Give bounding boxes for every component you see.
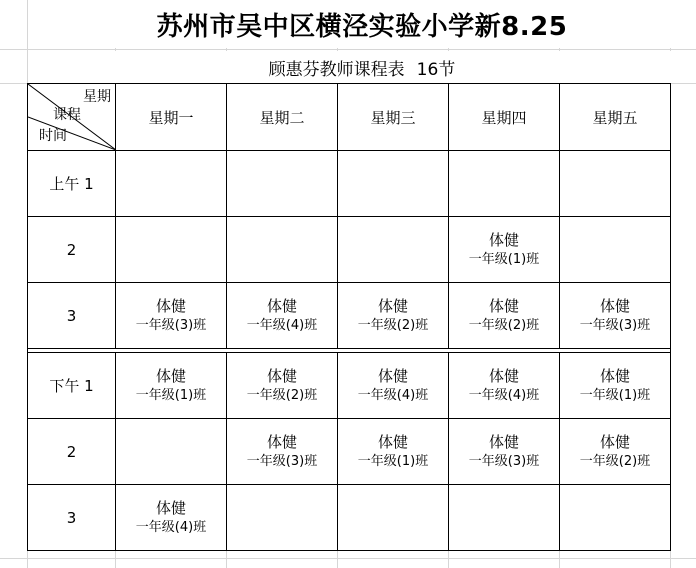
schedule-cell[interactable]: [449, 217, 560, 283]
header-row: [28, 84, 671, 151]
schedule-cell[interactable]: [116, 485, 227, 551]
course-name: 体健: [377, 432, 408, 451]
class-name: 一年级(2)班: [579, 453, 651, 469]
schedule-cell[interactable]: [449, 485, 560, 551]
period-label[interactable]: 2: [28, 419, 116, 485]
corner-weekday-label: 星期: [83, 89, 111, 105]
class-name: 一年级(1)班: [579, 387, 651, 403]
subtitle-row[interactable]: [28, 51, 696, 83]
class-name: 一年级(3)班: [135, 317, 207, 333]
grid-line: [0, 558, 696, 559]
course-name: 体健: [488, 230, 519, 249]
table-row: [28, 353, 671, 419]
period-label[interactable]: 上午 1: [28, 151, 116, 217]
class-name: 一年级(4)班: [135, 519, 207, 535]
class-name: 一年级(2)班: [357, 317, 429, 333]
schedule-cell[interactable]: [227, 485, 338, 551]
period-label[interactable]: 下午 1: [28, 353, 116, 419]
corner-time-label: 时间: [39, 128, 67, 144]
schedule-cell[interactable]: [560, 353, 671, 419]
corner-cell[interactable]: [28, 84, 116, 151]
table-row: [28, 151, 671, 217]
day-header-thu[interactable]: 星期四: [449, 84, 560, 151]
course-name: 体健: [266, 432, 297, 451]
class-name: 一年级(4)班: [357, 387, 429, 403]
day-header-mon[interactable]: 星期一: [116, 84, 227, 151]
schedule-cell[interactable]: [338, 485, 449, 551]
table-row: [28, 485, 671, 551]
class-name: 一年级(4)班: [246, 317, 318, 333]
class-name: 一年级(1)班: [135, 387, 207, 403]
schedule-cell[interactable]: [338, 217, 449, 283]
course-name: 体健: [155, 366, 186, 385]
course-name: 体健: [488, 296, 519, 315]
total-periods: 16节: [416, 59, 456, 80]
table-row: [28, 419, 671, 485]
title-row[interactable]: [28, 0, 696, 48]
schedule-cell[interactable]: [560, 485, 671, 551]
corner-course-label: 课程: [53, 107, 81, 123]
course-name: 体健: [377, 296, 408, 315]
schedule-cell[interactable]: [560, 217, 671, 283]
course-name: 体健: [488, 366, 519, 385]
schedule-cell[interactable]: [338, 151, 449, 217]
period-label[interactable]: 3: [28, 283, 116, 349]
grid-line: [0, 49, 696, 50]
schedule-cell[interactable]: [116, 353, 227, 419]
course-name: 体健: [266, 366, 297, 385]
class-name: 一年级(3)班: [468, 453, 540, 469]
teacher-title-text: 顾惠芬教师课程表: [268, 59, 405, 80]
schedule-cell[interactable]: [116, 419, 227, 485]
course-name: 体健: [377, 366, 408, 385]
schedule-table: [27, 83, 671, 551]
course-name: 体健: [155, 498, 186, 517]
schedule-cell[interactable]: [338, 353, 449, 419]
schedule-cell[interactable]: [116, 283, 227, 349]
schedule-cell[interactable]: [560, 283, 671, 349]
course-name: 体健: [266, 296, 297, 315]
course-name: 体健: [599, 366, 630, 385]
schedule-cell[interactable]: [449, 419, 560, 485]
schedule-cell[interactable]: [227, 283, 338, 349]
schedule-cell[interactable]: [449, 353, 560, 419]
schedule-cell[interactable]: [449, 283, 560, 349]
schedule-cell[interactable]: [116, 217, 227, 283]
schedule-cell[interactable]: [227, 217, 338, 283]
schedule-cell[interactable]: [338, 283, 449, 349]
course-name: 体健: [599, 296, 630, 315]
class-name: 一年级(1)班: [357, 453, 429, 469]
course-name: 体健: [488, 432, 519, 451]
class-name: 一年级(2)班: [468, 317, 540, 333]
teacher-schedule-title: [269, 55, 456, 80]
schedule-cell[interactable]: [338, 419, 449, 485]
table-row: [28, 217, 671, 283]
course-name: 体健: [599, 432, 630, 451]
table-row: [28, 283, 671, 349]
schedule-cell[interactable]: [116, 151, 227, 217]
schedule-cell[interactable]: [449, 151, 560, 217]
class-name: 一年级(1)班: [468, 251, 540, 267]
period-label[interactable]: 3: [28, 485, 116, 551]
afternoon-section: [28, 353, 671, 551]
day-header-wed[interactable]: 星期三: [338, 84, 449, 151]
school-title: 苏州市吴中区横泾实验小学新8.25: [156, 11, 568, 42]
schedule-cell[interactable]: [227, 151, 338, 217]
class-name: 一年级(3)班: [246, 453, 318, 469]
day-header-fri[interactable]: 星期五: [560, 84, 671, 151]
schedule-cell[interactable]: [227, 353, 338, 419]
schedule-cell[interactable]: [560, 419, 671, 485]
class-name: 一年级(4)班: [468, 387, 540, 403]
course-name: 体健: [155, 296, 186, 315]
period-label[interactable]: 2: [28, 217, 116, 283]
schedule-cell[interactable]: [227, 419, 338, 485]
day-header-tue[interactable]: 星期二: [227, 84, 338, 151]
class-name: 一年级(2)班: [246, 387, 318, 403]
class-name: 一年级(3)班: [579, 317, 651, 333]
morning-section: [28, 151, 671, 349]
schedule-cell[interactable]: [560, 151, 671, 217]
